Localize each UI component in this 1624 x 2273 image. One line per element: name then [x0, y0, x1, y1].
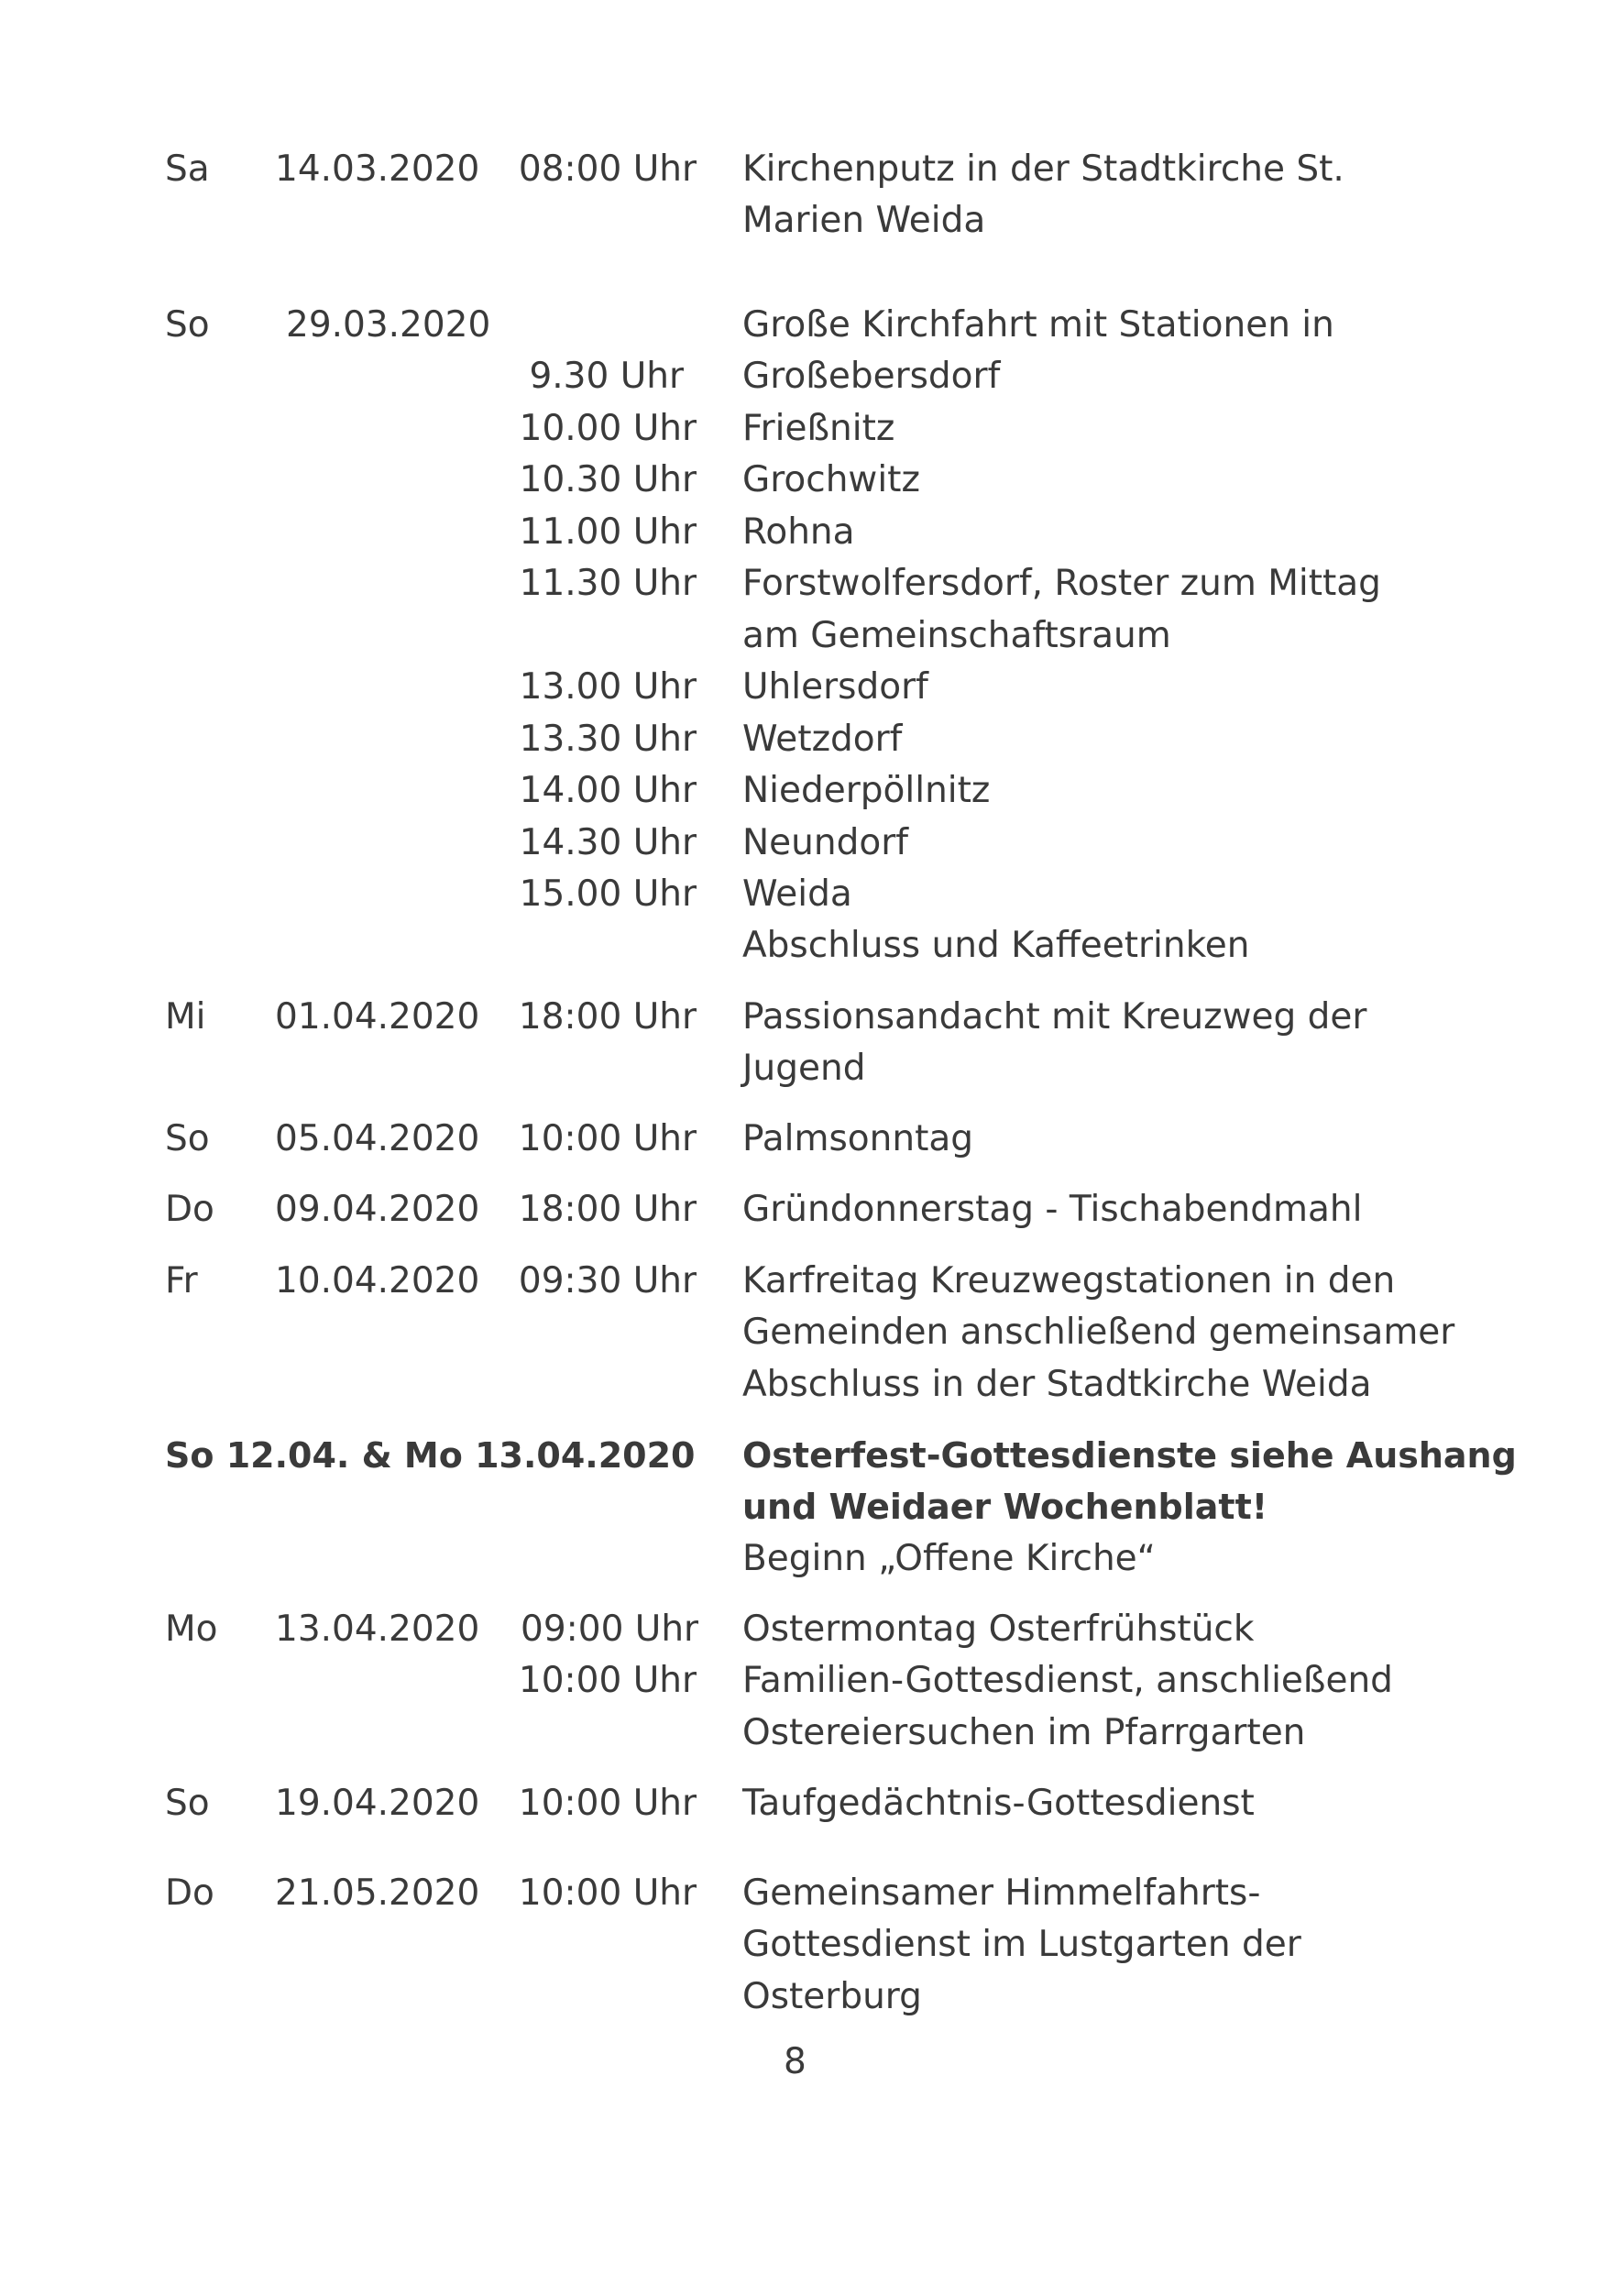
- entry-time: 10:00 Uhr: [518, 1118, 697, 1159]
- entry-date: 13.04.2020: [275, 1609, 480, 1650]
- entry-description-line: Gründonnerstag - Tischabendmahl: [742, 1189, 1363, 1230]
- entry-time: 09:00 Uhr: [521, 1609, 699, 1650]
- station-time: 10.00 Uhr: [519, 408, 697, 449]
- entry-description-line: Gottesdienst im Lustgarten der: [742, 1924, 1301, 1965]
- entry-heading: Große Kirchfahrt mit Stationen in: [742, 304, 1334, 346]
- entry-day: Mi: [165, 996, 206, 1038]
- station-place: Weida: [742, 873, 852, 915]
- entry-day: Sa: [165, 148, 210, 190]
- station-place: Forstwolfersdorf, Roster zum Mittag: [742, 563, 1381, 604]
- entry-date: 05.04.2020: [275, 1118, 480, 1159]
- station-place: Frießnitz: [742, 408, 895, 449]
- entry-time: 10:00 Uhr: [518, 1783, 697, 1824]
- station-place: Wetzdorf: [742, 719, 903, 760]
- entry-description-line: Kirchenputz in der Stadtkirche St.: [742, 148, 1344, 190]
- entry-time: 09:30 Uhr: [518, 1260, 697, 1301]
- entry-description-line: Abschluss in der Stadtkirche Weida: [742, 1364, 1372, 1405]
- entry-description-line: Palmsonntag: [742, 1118, 974, 1159]
- entry-description-line: Beginn „Offene Kirche“: [742, 1538, 1156, 1579]
- entry-day: Mo: [165, 1609, 218, 1650]
- station-place: Rohna: [742, 511, 855, 553]
- entry-date: 21.05.2020: [275, 1872, 480, 1914]
- station-place: Niederpöllnitz: [742, 770, 991, 811]
- entry-description-line: Taufgedächtnis-Gottesdienst: [742, 1783, 1255, 1824]
- station-time: 14.30 Uhr: [519, 822, 697, 863]
- entry-date: 19.04.2020: [275, 1783, 480, 1824]
- entry-date: 14.03.2020: [275, 148, 480, 190]
- station-time: 11.30 Uhr: [519, 563, 697, 604]
- station-time: 14.00 Uhr: [519, 770, 697, 811]
- entry-description-line: Gemeinsamer Himmelfahrts-: [742, 1872, 1261, 1914]
- station-time: 9.30 Uhr: [529, 356, 684, 397]
- entry-time-secondary: 10:00 Uhr: [518, 1660, 697, 1701]
- station-time: 15.00 Uhr: [519, 873, 697, 915]
- entry-date: 01.04.2020: [275, 996, 480, 1038]
- entry-day: So: [165, 1783, 210, 1824]
- station-time: 13.30 Uhr: [519, 719, 697, 760]
- entry-day: Do: [165, 1189, 214, 1230]
- station-time: 11.00 Uhr: [519, 511, 697, 553]
- entry-time: 10:00 Uhr: [518, 1872, 697, 1914]
- page-number: 8: [784, 2041, 807, 2082]
- entry-description-line-bold: und Weidaer Wochenblatt!: [742, 1487, 1268, 1527]
- station-time: 13.00 Uhr: [519, 666, 697, 708]
- entry-day: Do: [165, 1872, 214, 1914]
- entry-description-line: Osterburg: [742, 1976, 922, 2017]
- entry-description-line: Marien Weida: [742, 200, 986, 241]
- entry-date: 29.03.2020: [286, 304, 491, 346]
- entry-description-line-bold: Osterfest-Gottesdienste siehe Aushang: [742, 1435, 1517, 1476]
- entry-day-date: So 12.04. & Mo 13.04.2020: [165, 1435, 696, 1476]
- entry-day: So: [165, 304, 210, 346]
- entry-description-line: Ostereiersuchen im Pfarrgarten: [742, 1712, 1306, 1753]
- station-place: Grochwitz: [742, 459, 920, 500]
- entry-time: 18:00 Uhr: [518, 996, 697, 1038]
- entry-description-line: Karfreitag Kreuzwegstationen in den: [742, 1260, 1396, 1301]
- entry-description-line: Passionsandacht mit Kreuzweg der: [742, 996, 1367, 1038]
- entry-date: 10.04.2020: [275, 1260, 480, 1301]
- station-place: Uhlersdorf: [742, 666, 928, 708]
- entry-date: 09.04.2020: [275, 1189, 480, 1230]
- station-time: 10.30 Uhr: [519, 459, 697, 500]
- station-place-extra: am Gemeinschaftsraum: [742, 615, 1171, 656]
- entry-description-line: Ostermontag Osterfrühstück: [742, 1609, 1255, 1650]
- entry-time: 08:00 Uhr: [518, 148, 697, 190]
- entry-day: So: [165, 1118, 210, 1159]
- entry-day: Fr: [165, 1260, 198, 1301]
- entry-description-line: Familien-Gottesdienst, anschließend: [742, 1660, 1393, 1701]
- station-place: Großebersdorf: [742, 356, 1001, 397]
- entry-description-line: Jugend: [742, 1048, 866, 1089]
- station-place-extra: Abschluss und Kaffeetrinken: [742, 925, 1250, 966]
- entry-description-line: Gemeinden anschließend gemeinsamer: [742, 1312, 1455, 1353]
- station-place: Neundorf: [742, 822, 908, 863]
- entry-time: 18:00 Uhr: [518, 1189, 697, 1230]
